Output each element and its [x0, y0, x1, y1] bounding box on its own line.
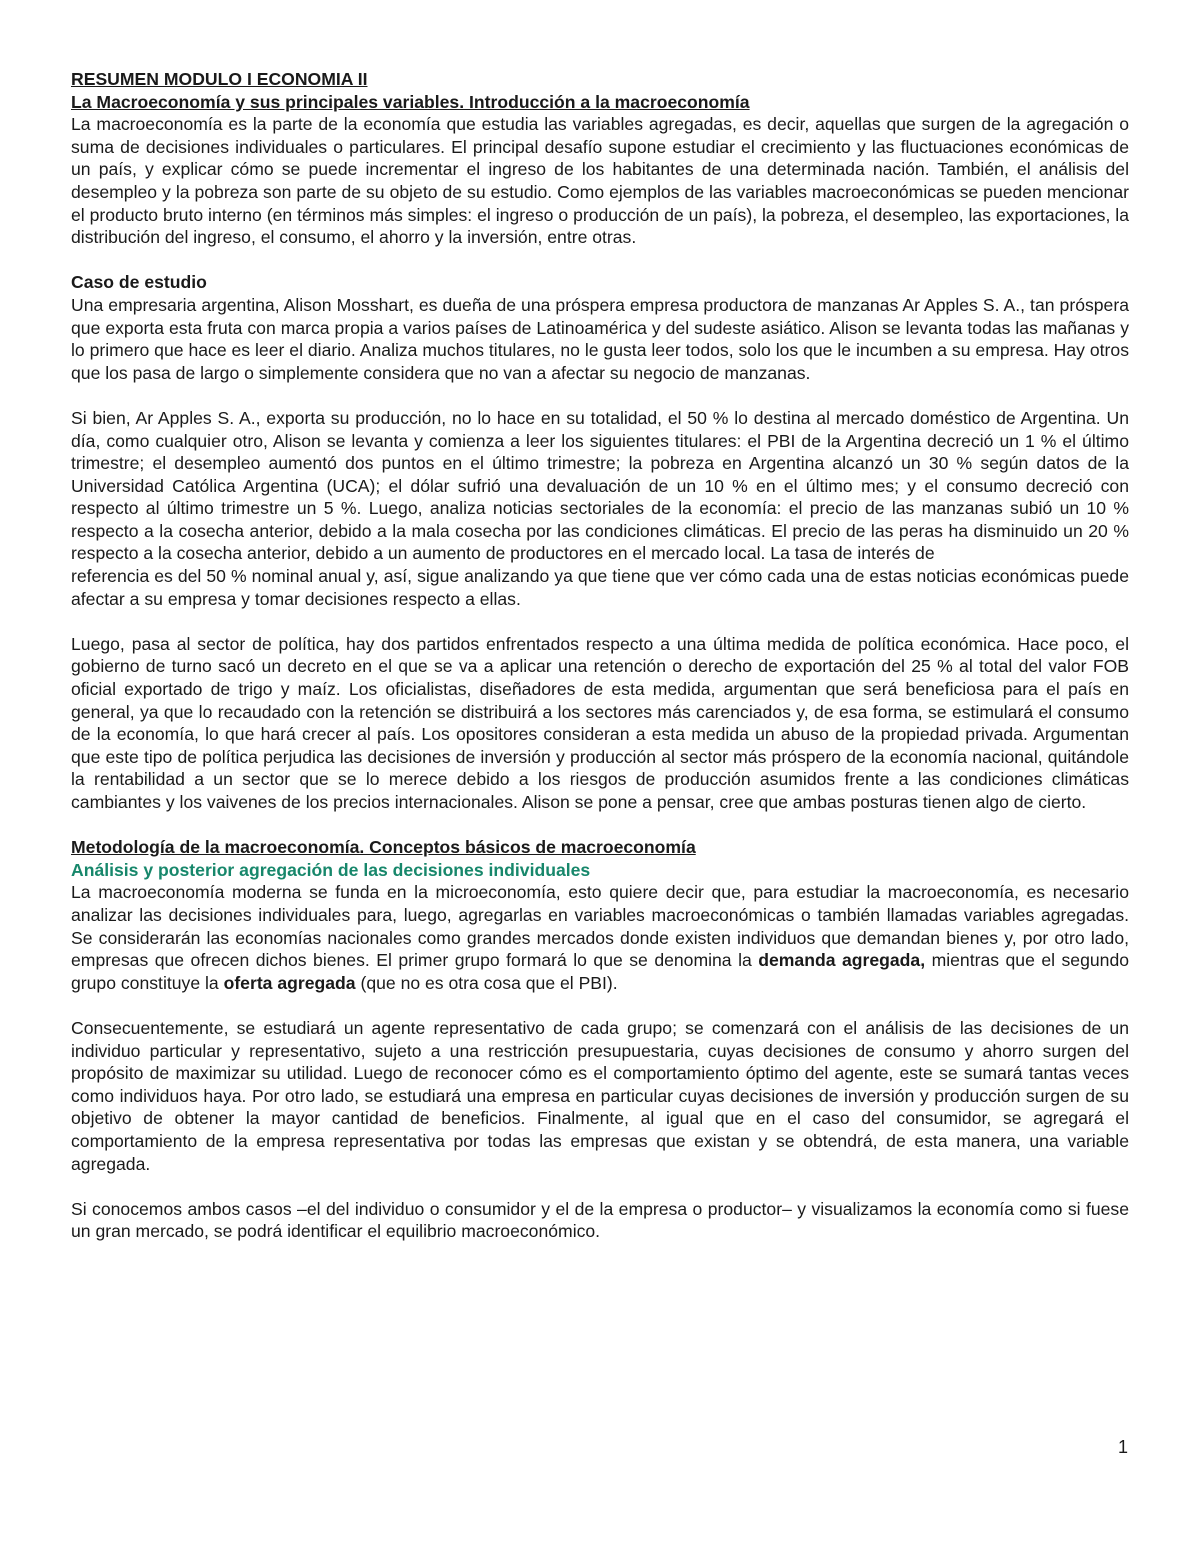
term-demanda-agregada: demanda agregada, — [758, 950, 926, 971]
spacer — [71, 814, 1129, 837]
spacer — [71, 384, 1129, 407]
spacer — [71, 610, 1129, 633]
method-text: mientras que el segundo grupo constituye la — [71, 950, 1130, 993]
section-title-methodology: Metodología de la macroeconomía. Conceptos básicos de macroeconomía — [71, 837, 696, 858]
method-paragraph: Si conocemos ambos casos –el del individuo o consumidor y el de la empresa o productor– y visualizamos la economía como si fuese un gran mercado, se podrá identificar el equilibrio macroeconómico. — [71, 1198, 1129, 1242]
case-paragraph: Una empresaria argentina, Alison Mosshart, es dueña de una próspera empresa productora de manzanas Ar Apples S. A., tan próspera que exporta esta fruta con marca propia a varios países de Latinoamérica y del sudeste asiático. Alison se levanta todas las mañanas y lo primero que hace es leer el diario. Analiza muchos titulares, no le gusta leer todos, solo los que le incumben a su empresa. Hay otros que los pasa de largo o simplemente considera que no van a afectar su negocio de manzanas. — [71, 294, 1129, 383]
case-study-heading: Caso de estudio — [71, 272, 207, 293]
case-paragraph-continuation: referencia es del 50 % nominal anual y, así, sigue analizando ya que tiene que ver cómo cada una de estas noticias económicas puede afectar a su empresa y tomar decisiones respecto a ellas. — [71, 566, 1129, 609]
spacer — [71, 249, 1129, 272]
method-paragraph — [71, 881, 1129, 994]
spacer — [71, 994, 1129, 1017]
method-text: La macroeconomía moderna se funda en la microeconomía, esto quiere decir que, para estudiar la macroeconomía, es necesario analizar las decisiones individuales para, luego, agregarlas en variables macroeconómicas o también llamadas variables agregadas. Se considerarán las economías nacionales como grandes mercados donde existen individuos que demandan bienes y, por otro lado, empresas que ofrecen dichos bienes. El primer grupo formará lo que se denomina la — [71, 882, 1129, 971]
case-paragraph: Si bien, Ar Apples S. A., exporta su producción, no lo hace en su totalidad, el 50 % lo destina al mercado doméstico de Argentina. Un día, como cualquier otro, Alison se levanta y comienza a leer los siguientes titulares: el PBI de la Argentina decreció un 1 % el último trimestre; el desempleo aumentó dos puntos en el último trimestre; la pobreza en Argentina alcanzó un 30 % según datos de la Universidad Católica Argentina (UCA); el dólar sufrió una devaluación de un 10 % en el último mes; y el consumo decreció con respecto al último trimestre un 5 %. Luego, analiza noticias sectoriales de la economía: el precio de las manzanas subió un 10 % respecto a la cosecha anterior, debido a la mala cosecha por las condiciones climáticas. El precio de las peras ha disminuido un 20 % respecto a la cosecha anterior, debido a un aumento de productores en el mercado local. La tasa de interés de — [71, 407, 1129, 564]
subheading-aggregation: Análisis y posterior agregación de las decisiones individuales — [71, 859, 591, 880]
page-number: 1 — [1117, 1437, 1128, 1457]
method-text: (que no es otra cosa que el PBI). — [355, 972, 618, 993]
intro-paragraph: La macroeconomía es la parte de la economía que estudia las variables agregadas, es decir, aquellas que surgen de la agregación o suma de decisiones individuales o particulares. El principal desafío supone estudiar el crecimiento y las fluctuaciones económicas de un país, y explicar cómo se puede incrementar el ingreso de los habitantes de una determinada nación. También, el análisis del desempleo y la pobreza son parte de su objeto de su estudio. Como ejemplos de las variables macroeconómicas se pueden mencionar el producto bruto interno (en términos más simples: el ingreso o producción de un país), la pobreza, el desempleo, las exportaciones, la distribución del ingreso, el consumo, el ahorro y la inversión, entre otras. — [71, 114, 1129, 248]
method-paragraph: Consecuentemente, se estudiará un agente representativo de cada grupo; se comenzará con el análisis de las decisiones de un individuo particular y representativo, sujeto a una restricción presupuestaria, cuyas decisiones de consumo y ahorro surgen del propósito de maximizar su utilidad. Luego de reconocer cómo es el comportamiento óptimo del agente, este se sumará tantas veces como individuos haya. Por otro lado, se estudiará una empresa en particular cuyas decisiones de inversión y producción surgen de su objetivo de obtener la mayor cantidad de beneficios. Finalmente, al igual que en el caso del consumidor, se agregará el comportamiento de la empresa representativa por todas las empresas que existan y se obtendrá, de esta manera, una variable agregada. — [71, 1017, 1129, 1174]
document-page — [71, 68, 1129, 1243]
section-title-introduction: La Macroeconomía y sus principales variables. Introducción a la macroeconomía — [71, 91, 750, 112]
term-oferta-agregada: oferta agregada — [223, 972, 356, 993]
case-paragraph: Luego, pasa al sector de política, hay dos partidos enfrentados respecto a una última medida de política económica. Hace poco, el gobierno de turno sacó un decreto en el que se va a aplicar una retención o derecho de exportación del 25 % al total del valor FOB oficial exportado de trigo y maíz. Los oficialistas, diseñadores de esta medida, argumentan que será beneficiosa para el país en general, ya que lo recaudado con la retención se distribuirá a los sectores más carenciados y, de esa forma, se estimulará el consumo de la economía, lo que hará crecer al país. Los opositores consideran a esta medida un abuso de la propiedad privada. Argumentan que este tipo de política perjudica las decisiones de inversión y producción al sector más próspero de la economía nacional, quitándole la rentabilidad a un sector que se lo merece debido a los riesgos de producción asumidos frente a las condiciones climáticas cambiantes y los vaivenes de los precios internacionales. Alison se pone a pensar, cree que ambas posturas tienen algo de cierto. — [71, 633, 1129, 812]
spacer — [71, 1175, 1129, 1198]
document-title: RESUMEN MODULO I ECONOMIA II — [71, 69, 368, 89]
